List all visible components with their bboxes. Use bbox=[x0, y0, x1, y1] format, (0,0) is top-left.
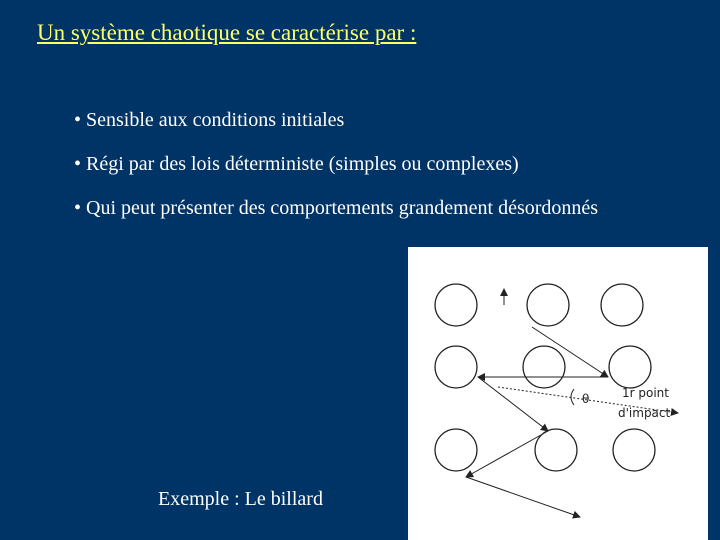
billiard-ball-4 bbox=[435, 346, 477, 388]
billiard-ball-5 bbox=[523, 346, 565, 388]
billiard-ball-3 bbox=[601, 284, 643, 326]
billiard-ball-9 bbox=[613, 429, 655, 471]
impact-label-line1: 1r point bbox=[622, 386, 669, 400]
billiard-ball-1 bbox=[435, 284, 477, 326]
trajectory-segment-5 bbox=[466, 477, 580, 517]
bullet-list bbox=[74, 108, 634, 240]
impact-label-line2: d'impact bbox=[618, 406, 671, 420]
angle-arc bbox=[571, 389, 574, 405]
billiard-ball-7 bbox=[435, 429, 477, 471]
bullet-disordered-behaviour: • Qui peut présenter des comportements grandement désordonnés bbox=[74, 197, 599, 219]
angle-label: θ bbox=[582, 392, 590, 406]
example-caption: Exemple : Le billard bbox=[158, 488, 323, 510]
slide-title: Un système chaotique se caractérise par : bbox=[37, 20, 417, 45]
trajectory-segment-3 bbox=[478, 377, 548, 431]
billiard-diagram bbox=[408, 247, 708, 540]
billiard-diagram-svg bbox=[408, 247, 708, 540]
trajectory-segment-1 bbox=[532, 327, 608, 377]
billiard-ball-2 bbox=[527, 284, 569, 326]
billiard-ball-6 bbox=[609, 346, 651, 388]
bullet-sensitivity: • Sensible aux conditions initiales bbox=[74, 109, 345, 131]
bullet-deterministic-laws: • Régi par des lois déterministe (simples ou complexes) bbox=[74, 153, 519, 175]
